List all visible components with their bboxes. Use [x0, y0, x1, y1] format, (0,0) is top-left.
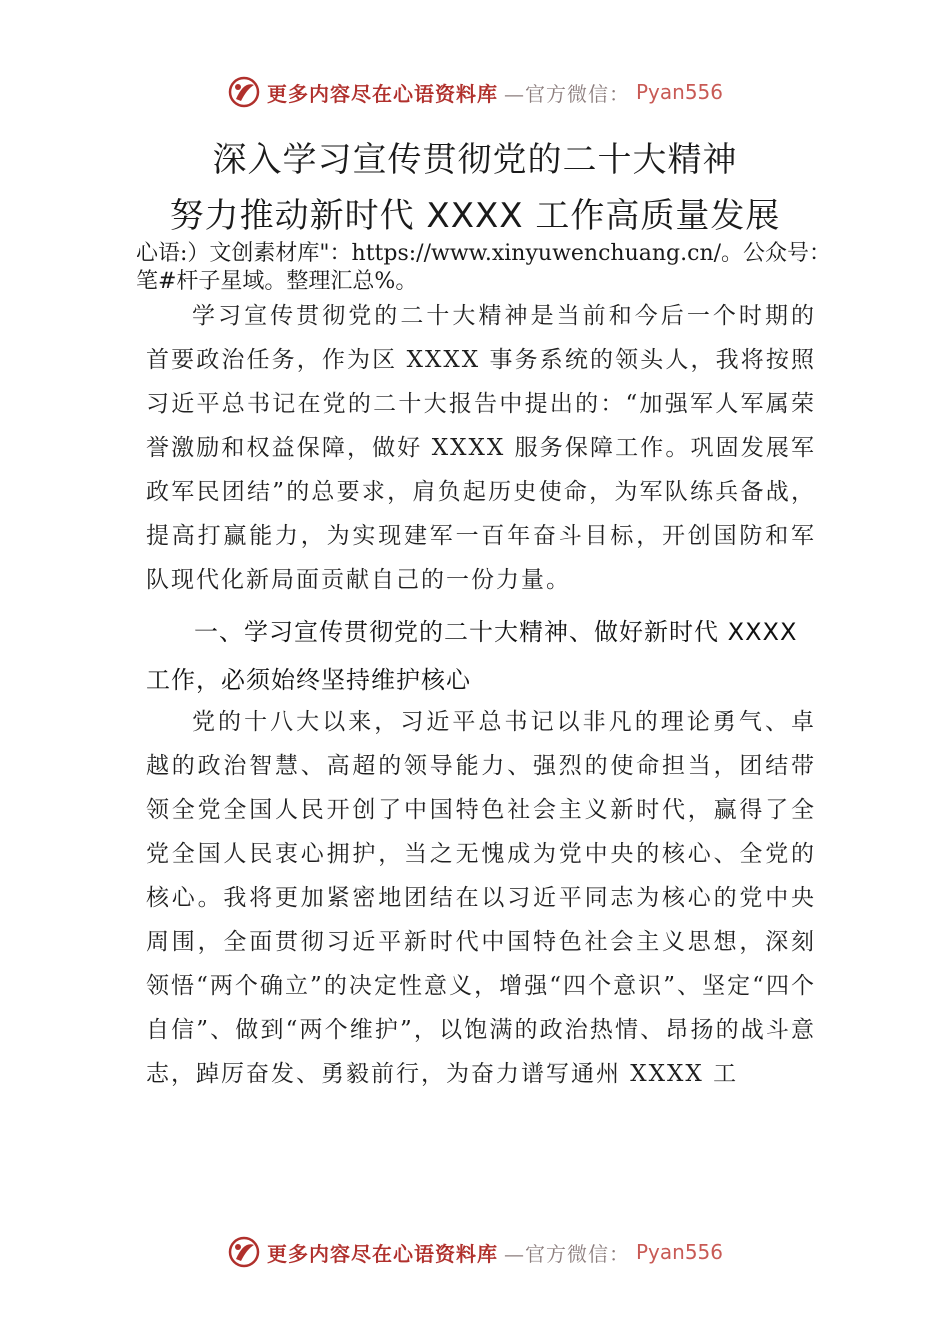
logo-icon — [227, 75, 261, 109]
logo-icon — [227, 1235, 261, 1269]
watermark-text: 更多内容尽在心语资料库 — [266, 1241, 498, 1266]
intro-paragraph: 学习宣传贯彻党的二十大精神是当前和今后一个时期的首要政治任务，作为区 XXXX 事务系统的领头人，我将按照习近平总书记在党的二十大报告中提出的：“加强军人军属荣誉激励和权益保障，做好 XXXX 服务保障工作。巩固发展军政军民团结”的总要求，肩负起历史使命，为军队练兵备战， 提高打赢能力，为实现建军一百年奋斗目标，开创国防和军队现代化新局面贡献自己的一份力量。 — [146, 303, 816, 593]
footer-watermark — [0, 1232, 950, 1272]
header-watermark — [0, 72, 950, 112]
watermark-dash: —官方微信： — [503, 81, 630, 106]
source-note: 心语:）文创素材库"：https://www.xinyuwenchuang.cn/。公众号：笔#杆子星域。整理汇总%。 — [136, 241, 832, 294]
watermark-dash: —官方微信： — [503, 1241, 630, 1266]
document-title-line-1: 深入学习宣传贯彻党的二十大精神 — [212, 140, 738, 180]
document-title-line-2: 努力推动新时代 XXXX 工作高质量发展 — [169, 196, 781, 236]
watermark-id: Pyan556 — [635, 80, 723, 104]
watermark-id: Pyan556 — [635, 1240, 723, 1264]
section-1-paragraph: 党的十八大以来，习近平总书记以非凡的理论勇气、卓越的政治智慧、高超的领导能力、强烈的使命担当，团结带领全党全国人民开创了中国特色社会主义新时代，赢得了全党全国人民衷心拥护，当之无愧成为党中央的核心、全党的核心。我将更加紧密地团结在以习近平同志为核心的党中央周围，全面贯彻习近平新时代中国特色社会主义思想，深刻领悟“两个确立”的决定性意义，增强“四个意识”、坚定“四个自信”、做到“两个维护”，以饱满的政治热情、昂扬的战斗意志，踔厉奋发、勇毅前行，为奋力谱写通州 XXXX 工 — [146, 709, 816, 1087]
section-heading-1: 一、学习宣传贯彻党的二十大精神、做好新时代 XXXX 工作，必须始终坚持维护核心 — [146, 618, 798, 694]
watermark-text: 更多内容尽在心语资料库 — [266, 81, 498, 106]
